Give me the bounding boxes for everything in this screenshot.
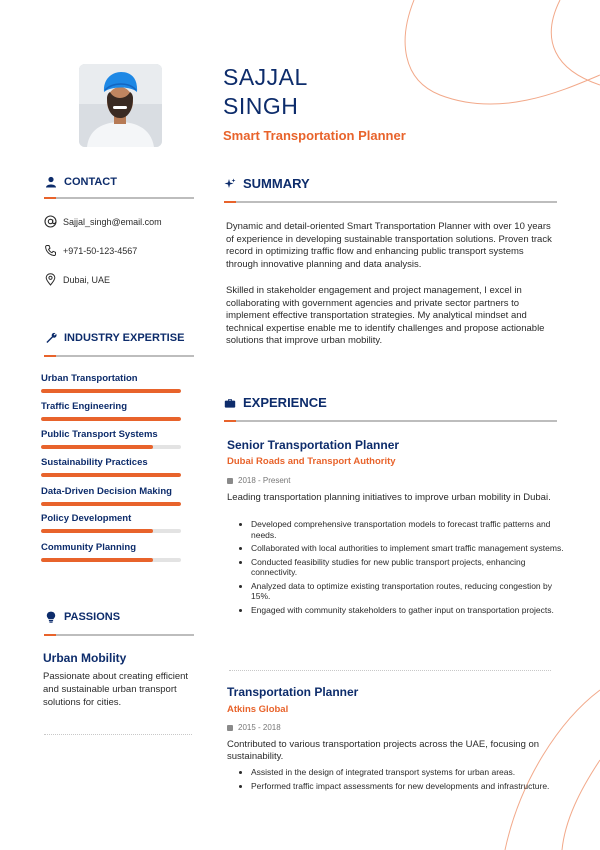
skill-bar: [41, 445, 181, 449]
skill-bar: [41, 558, 181, 562]
job-dates: [227, 476, 290, 485]
skill-bar-fill: [41, 389, 181, 393]
passions-end-divider: [44, 734, 192, 735]
contact-phone[interactable]: [44, 244, 137, 257]
location-pin-icon: [44, 273, 57, 286]
contact-location-text: Dubai, UAE: [63, 274, 111, 285]
job-dates: [227, 723, 281, 732]
summary-paragraph-1: Dynamic and detail-oriented Smart Transportation Planner with over 10 years of experience in developing sustainable transportation solutions. Proven track record in optimizing traffic flow and enhancing public transport systems through innovative planning and data analysis.: [226, 221, 552, 270]
job-bullets: [237, 519, 571, 618]
contact-divider: [44, 197, 194, 199]
skill-bar: [41, 473, 181, 477]
job-company: Dubai Roads and Transport Authority: [227, 456, 396, 467]
skill-label: Sustainability Practices: [41, 457, 148, 468]
skill-bar-fill: [41, 445, 153, 449]
summary-heading: [224, 176, 310, 191]
job-bullets: [237, 767, 571, 794]
job-bullet: • Engaged with community stakeholders to gather input on transportation projects.: [251, 605, 571, 616]
skill-bar: [41, 389, 181, 393]
skill-label: Public Transport Systems: [41, 429, 158, 440]
skill-label: Urban Transportation: [41, 373, 138, 384]
skill-bar-fill: [41, 502, 181, 506]
job-title: Transportation Planner: [227, 685, 359, 699]
lightbulb-icon: [45, 611, 57, 623]
summary-heading-text: SUMMARY: [243, 176, 310, 191]
skill-label: Community Planning: [41, 542, 136, 553]
contact-email-text: Sajjal_singh@email.com: [63, 216, 162, 227]
skill-bar-fill: [41, 529, 153, 533]
contact-location: [44, 273, 110, 286]
skill-bar: [41, 529, 181, 533]
passion-description: Passionate about creating efficient and sustainable urban transport solutions for cities.: [43, 671, 189, 708]
contact-heading-text: CONTACT: [64, 176, 117, 188]
contact-email[interactable]: [44, 215, 162, 228]
passions-heading-text: PASSIONS: [64, 611, 121, 623]
sparkle-icon: [224, 178, 236, 190]
passions-heading: [45, 611, 120, 623]
wrench-icon: [45, 332, 57, 344]
job-dates-text: 2015 - 2018: [238, 723, 281, 732]
skill-bar-fill: [41, 473, 181, 477]
skill-bar: [41, 417, 181, 421]
profile-photo: [79, 64, 162, 147]
job-separator: [229, 670, 551, 671]
phone-icon: [44, 244, 57, 257]
job-bullet: • Performed traffic impact assessments for new developments and infrastructure.: [251, 781, 571, 792]
job-company: Atkins Global: [227, 704, 289, 715]
name-line-2: SINGH: [223, 93, 299, 119]
experience-heading-text: EXPERIENCE: [243, 395, 327, 410]
job-bullet: • Collaborated with local authorities to implement smart traffic management systems.: [251, 543, 571, 554]
passions-divider: [44, 634, 194, 636]
skill-bar: [41, 502, 181, 506]
expertise-heading: [45, 332, 184, 344]
expertise-divider: [44, 355, 194, 357]
calendar-icon: [227, 725, 233, 731]
job-bullet: • Assisted in the design of integrated transport systems for urban areas.: [251, 767, 571, 778]
skill-label: Policy Development: [41, 513, 132, 524]
experience-divider: [224, 420, 557, 422]
job-title: Senior Transportation Planner: [227, 438, 400, 452]
contact-heading: [45, 176, 117, 188]
summary-paragraph-2: Skilled in stakeholder engagement and project management, I excel in collaborating with government agencies and private sector partners to implement effective transportation strategies. My analytical mindset and technical expertise enable me to identify challenges and propose actionable solutions that improve urban mobility.: [226, 285, 545, 346]
skill-bar-fill: [41, 558, 153, 562]
expertise-heading-text: INDUSTRY EXPERTISE: [64, 332, 185, 344]
candidate-role: Smart Transportation Planner: [223, 128, 406, 143]
briefcase-icon: [224, 397, 236, 409]
job-description: Contributed to various transportation projects across the UAE, focusing on sustainability.: [227, 739, 540, 762]
calendar-icon: [227, 478, 233, 484]
job-bullet: • Analyzed data to optimize existing transportation routes, reducing congestion by 15%.: [251, 581, 571, 602]
contact-phone-text: +971-50-123-4567: [63, 245, 138, 256]
summary-divider: [224, 201, 557, 203]
job-description: Leading transportation planning initiatives to improve urban mobility in Dubai.: [227, 492, 551, 503]
experience-heading: [224, 395, 327, 410]
name-line-1: SAJJAL: [223, 64, 308, 90]
at-icon: [44, 215, 57, 228]
skill-label: Data-Driven Decision Making: [41, 486, 172, 497]
person-icon: [45, 176, 57, 188]
job-bullet: • Conducted feasibility studies for new public transport projects, enhancing connectivity.: [251, 557, 571, 578]
skill-label: Traffic Engineering: [41, 401, 128, 412]
job-bullet: • Developed comprehensive transportation models to forecast traffic patterns and needs.: [251, 519, 571, 540]
job-dates-text: 2018 - Present: [238, 476, 291, 485]
skill-bar-fill: [41, 417, 181, 421]
passion-title: Urban Mobility: [43, 651, 127, 665]
candidate-name: [223, 63, 308, 121]
